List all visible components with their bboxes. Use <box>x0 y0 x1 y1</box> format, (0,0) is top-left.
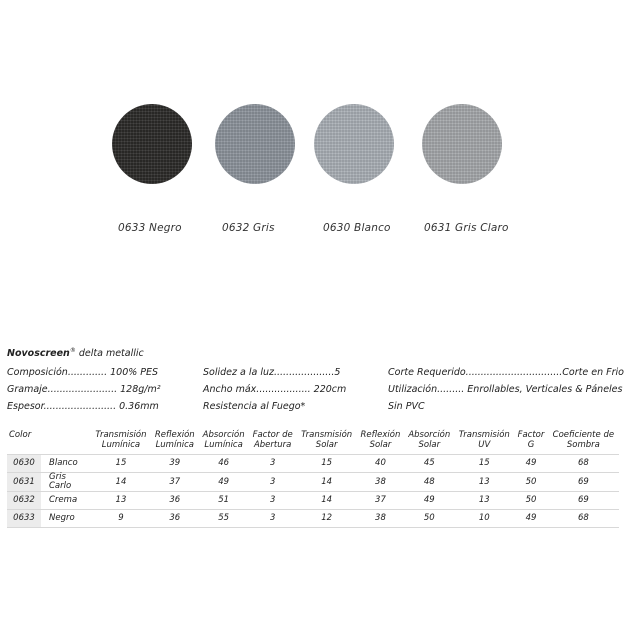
properties-table <box>7 430 619 528</box>
spec-solidez: Solidez a la luz....................5 <box>203 367 341 378</box>
header-transmision-luminica: Transmisión Lumínica <box>95 430 147 450</box>
row-value: 48 <box>404 473 454 492</box>
spec-corte: Corte Requerido................................Corte en Frio <box>388 367 624 378</box>
header-transmision-solar: Transmisión Solar <box>301 430 353 450</box>
table-header-row <box>7 430 619 455</box>
spec-gramaje: Gramaje....................... 128g/m² <box>7 384 161 395</box>
table-row <box>7 455 619 473</box>
spec-resistencia: Resistencia al Fuego* <box>203 401 306 412</box>
row-value: 50 <box>404 510 454 528</box>
header-name <box>41 430 91 455</box>
row-value: 3 <box>249 510 297 528</box>
spec-espesor: Espesor........................ 0.36mm <box>7 401 159 412</box>
row-value: 14 <box>297 473 357 492</box>
row-value: 69 <box>548 492 619 510</box>
product-subtitle: delta metallic <box>78 348 144 360</box>
row-value: 50 <box>514 492 548 510</box>
row-value: 13 <box>454 473 514 492</box>
header-absorcion-solar: Absorción Solar <box>408 430 451 450</box>
row-value: 3 <box>249 473 297 492</box>
swatch-label-gris-claro: 0631 Gris Claro <box>424 222 509 234</box>
row-value: 49 <box>514 510 548 528</box>
row-value: 38 <box>357 473 405 492</box>
header-absorcion-luminica: Absorción Lumínica <box>202 430 245 450</box>
row-code: 0632 <box>7 492 41 510</box>
row-value: 69 <box>548 473 619 492</box>
spec-utilizacion: Utilización......... Enrollables, Verticales & Páneles <box>388 384 623 395</box>
row-value: 3 <box>249 455 297 473</box>
swatch-negro <box>112 104 192 184</box>
row-value: 37 <box>357 492 405 510</box>
product-name: Novoscreen <box>7 348 70 360</box>
row-code: 0631 <box>7 473 41 492</box>
row-value: 55 <box>199 510 249 528</box>
swatch-label-gris: 0632 Gris <box>222 222 275 234</box>
row-value: 46 <box>199 455 249 473</box>
spec-sin-pvc: Sin PVC <box>388 401 425 412</box>
table-row <box>7 510 619 528</box>
row-value: 51 <box>199 492 249 510</box>
row-code: 0633 <box>7 510 41 528</box>
row-color-name: Crema <box>41 492 91 510</box>
header-factor-abertura: Factor de Abertura <box>252 430 293 450</box>
row-value: 68 <box>548 455 619 473</box>
header-color: Color <box>9 430 32 440</box>
swatch-label-blanco: 0630 Blanco <box>323 222 391 234</box>
spec-ancho: Ancho máx.................. 220cm <box>203 384 347 395</box>
swatch-blanco <box>314 104 394 184</box>
row-value: 68 <box>548 510 619 528</box>
row-color-name: Gris Carlo <box>41 473 91 492</box>
row-value: 15 <box>297 455 357 473</box>
header-coeficiente-sombra: Coeficiente de Sombra <box>552 430 615 450</box>
swatch-gris <box>215 104 295 184</box>
row-color-name: Negro <box>41 510 91 528</box>
product-title <box>7 347 144 359</box>
row-value: 49 <box>404 492 454 510</box>
row-value: 50 <box>514 473 548 492</box>
swatch-gris-claro <box>422 104 502 184</box>
header-reflexion-luminica: Reflexión Lumínica <box>154 430 195 450</box>
spec-composicion: Composición............. 100% PES <box>7 367 159 378</box>
registered-mark: ® <box>69 347 76 354</box>
row-code: 0630 <box>7 455 41 473</box>
row-value: 14 <box>297 492 357 510</box>
row-value: 49 <box>514 455 548 473</box>
row-value: 13 <box>454 492 514 510</box>
row-value: 3 <box>249 492 297 510</box>
row-value: 36 <box>151 492 199 510</box>
row-value: 36 <box>151 510 199 528</box>
table-row <box>7 473 619 492</box>
row-value: 12 <box>297 510 357 528</box>
row-value: 10 <box>454 510 514 528</box>
row-value: 49 <box>199 473 249 492</box>
row-value: 38 <box>357 510 405 528</box>
header-reflexion-solar: Reflexión Solar <box>360 430 401 450</box>
header-transmision-uv: Transmisión UV <box>458 430 510 450</box>
row-value: 39 <box>151 455 199 473</box>
row-value: 13 <box>91 492 151 510</box>
row-value: 9 <box>91 510 151 528</box>
row-value: 45 <box>404 455 454 473</box>
table-row <box>7 492 619 510</box>
row-value: 14 <box>91 473 151 492</box>
row-value: 37 <box>151 473 199 492</box>
swatch-label-negro: 0633 Negro <box>118 222 182 234</box>
header-factor-g: Factor G <box>517 430 545 450</box>
swatch-gallery <box>0 0 625 260</box>
row-value: 40 <box>357 455 405 473</box>
row-value: 15 <box>454 455 514 473</box>
row-color-name: Blanco <box>41 455 91 473</box>
row-value: 15 <box>91 455 151 473</box>
